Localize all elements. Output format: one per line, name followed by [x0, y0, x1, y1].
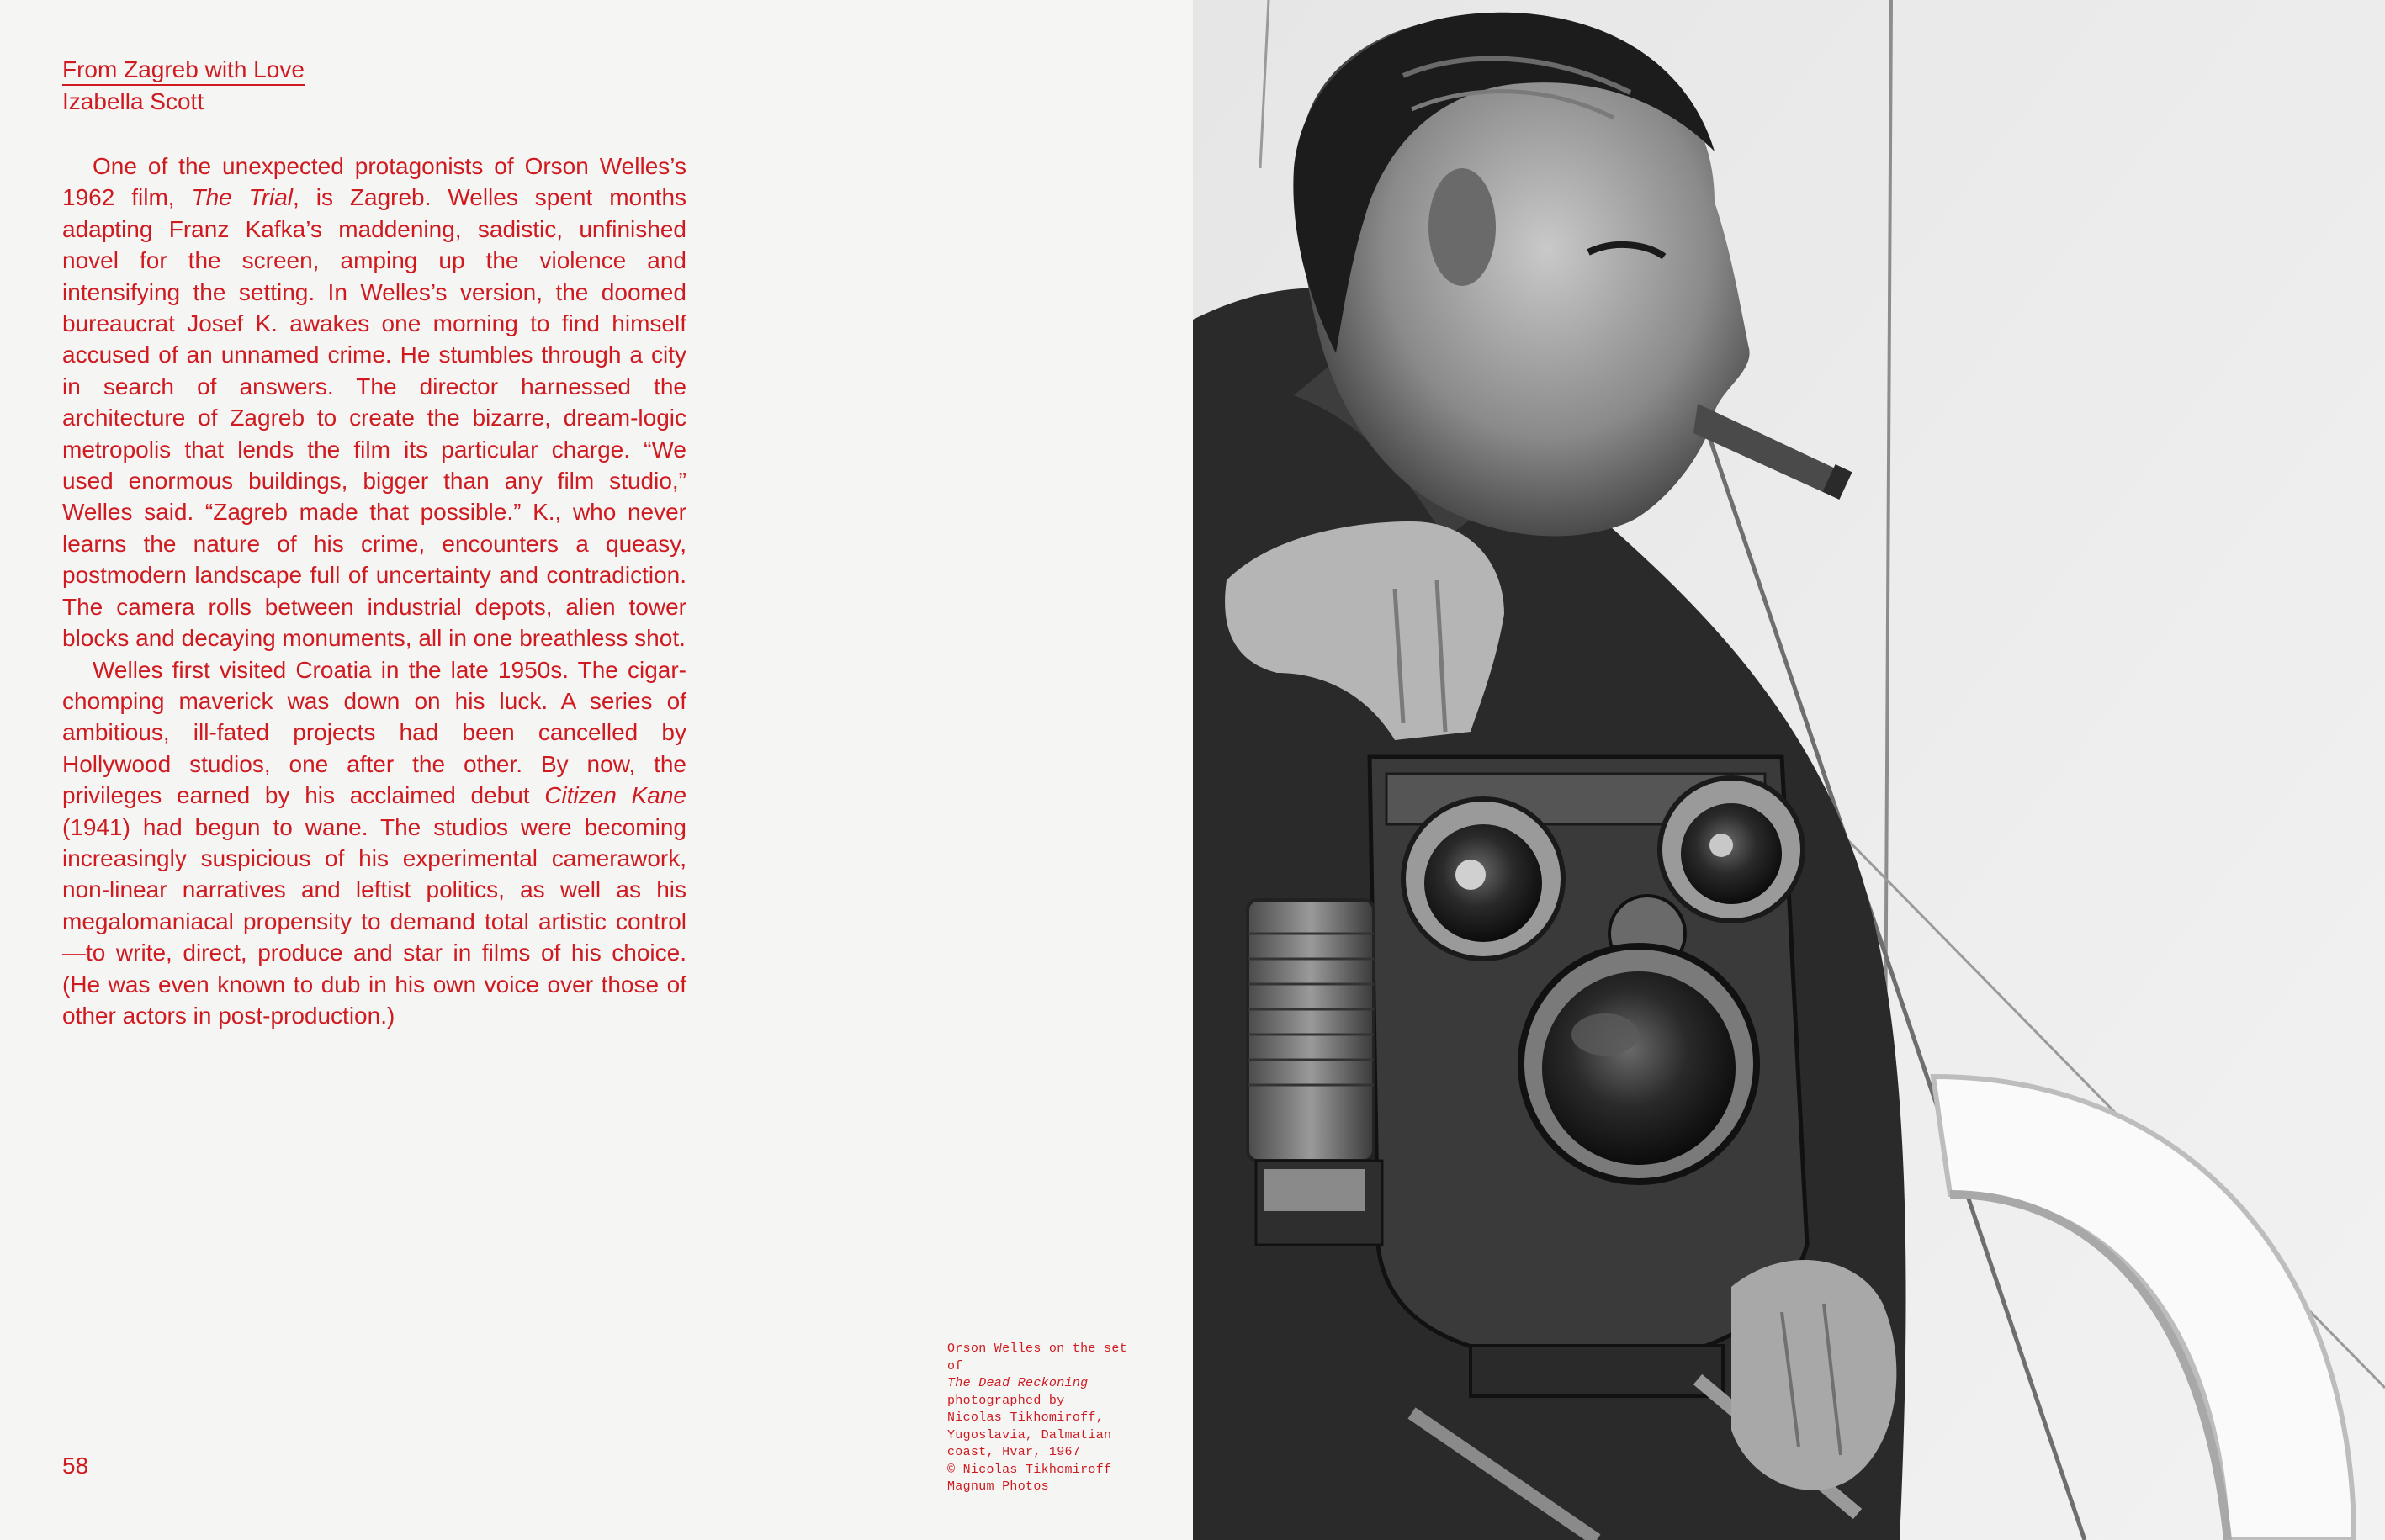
caption-line: Magnum Photos — [947, 1479, 1049, 1494]
caption-line — [947, 1358, 1132, 1393]
caption-film-title: The Dead Reckoning — [947, 1376, 1089, 1390]
article-header — [62, 54, 305, 118]
photo-caption — [947, 1341, 1132, 1496]
article-author: Izabella Scott — [62, 88, 204, 114]
paragraph-1-text-b: , is Zagreb. Welles spent months adapting Franz Kafka’s maddening, sadistic, unfinished novel for the screen, amping up the violence and intensifying the setting. In Welles’s version, the doomed bureaucrat Josef K. awakes one morning to find himself accused of an unnamed crime. He stumbles through a city in search of answers. The director harnessed the architecture of Zagreb to create the bizarre, dream-logic metropolis that lends the film its particular charge. “We used enormous buildings, bigger than any film studio,” Welles said. “Zagreb made that possible.” K., who never learns the nature of his crime, encounters a queasy, postmodern landscape full of uncertainty and contradiction. The camera rolls between industrial depots, alien tower blocks and decaying monuments, all in one breathless shot. — [62, 184, 687, 652]
paragraph-2-text-b: (1941) had begun to wane. The studios were becoming increasingly suspicious of his experimental camerawork, non-linear narratives and leftist politics, as well as his megalomaniacal propensity to demand total artistic control—to write, direct, produce and star in films of his choice. (He was even known to dub in his own voice over those of other actors in post-production.) — [62, 813, 686, 1029]
right-page — [1193, 0, 2385, 1540]
article-body — [62, 151, 686, 1031]
paragraph-2-text-a: Welles first visited Croatia in the late 1950s. The cigar-chomping maverick was down on his luck. A series of ambitious, ill-fated projects had been cancelled by Hollywood studios, one after the other. By now, the privileges earned by his acclaimed debut — [62, 656, 686, 809]
body-paragraph-2 — [62, 654, 686, 1032]
caption-line: Yugoslavia, Dalmatian — [947, 1427, 1112, 1442]
body-paragraph-1 — [62, 151, 686, 654]
film-title-the-trial: The Trial — [191, 184, 294, 211]
caption-line-prefix: of — [947, 1358, 963, 1373]
caption-line: coast, Hvar, 1967 — [947, 1445, 1081, 1459]
paragraph-1-text-a: One of the unexpected protagonists of Orson Welles’s 1962 film, — [62, 153, 686, 211]
film-title-citizen-kane: Citizen Kane — [544, 782, 686, 809]
article-title[interactable]: From Zagreb with Love — [62, 56, 305, 86]
caption-line: Orson Welles on the set — [947, 1342, 1127, 1356]
photograph-orson-welles-with-camera — [1193, 0, 2385, 1540]
caption-line: photographed by — [947, 1393, 1065, 1408]
page-number: 58 — [62, 1453, 89, 1479]
caption-line: Nicolas Tikhomiroff, — [947, 1410, 1105, 1425]
caption-line: © Nicolas Tikhomiroff — [947, 1462, 1112, 1477]
